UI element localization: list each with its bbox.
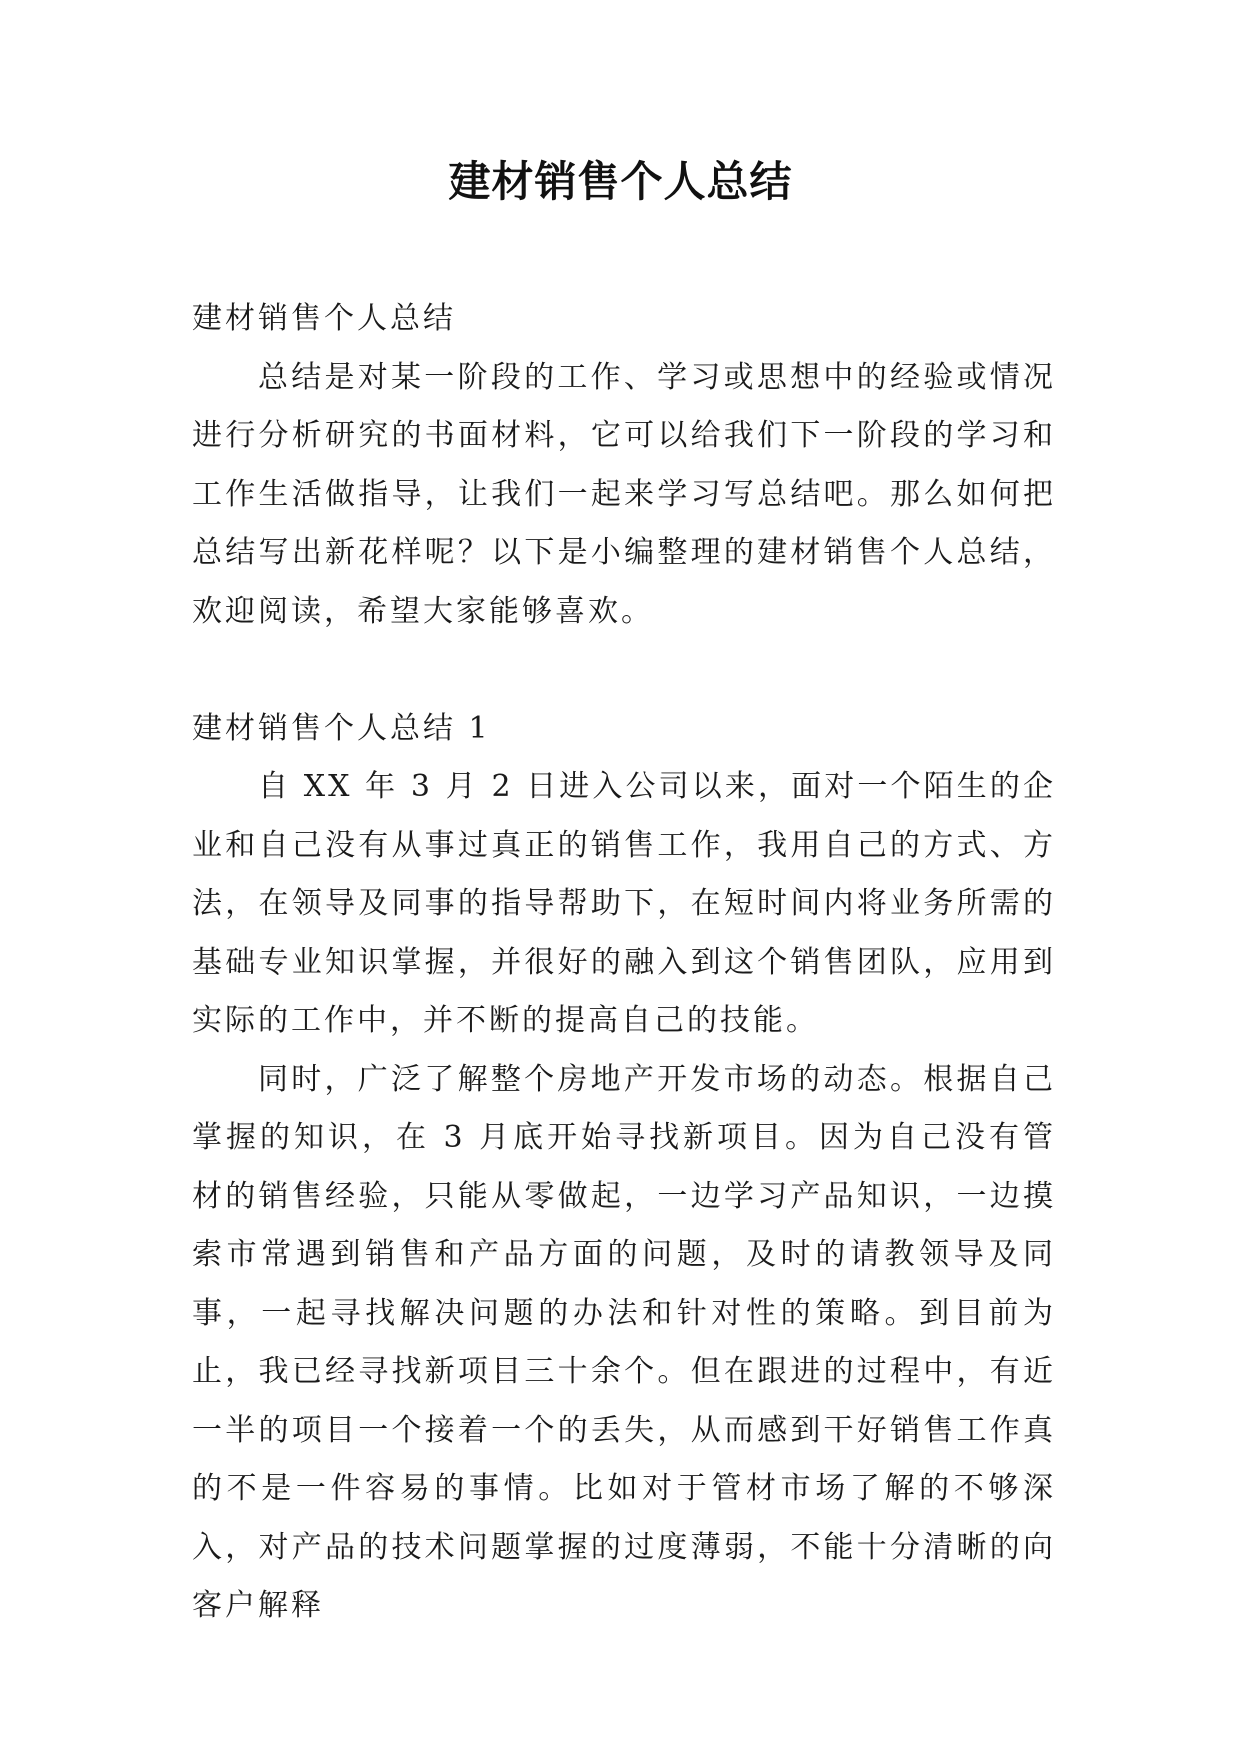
intro-paragraph: 总结是对某一阶段的工作、学习或思想中的经验或情况进行分析研究的书面材料，它可以给我们下一阶段的学习和工作生活做指导，让我们一起来学习写总结吧。那么如何把总结写出新花样呢？以下是小编整理的建材销售个人总结，欢迎阅读，希望大家能够喜欢。 (192, 359, 1056, 629)
intro-heading: 建材销售个人总结 (192, 301, 456, 336)
section1-paragraph-2: 同时，广泛了解整个房地产开发市场的动态。根据自己掌握的知识，在 3 月底开始寻找新项目。因为自己没有管材的销售经验，只能从零做起，一边学习产品知识，一边摸索市常遇到销售和产品方面的问题，及时的请教领导及同事，一起寻找解决问题的办法和针对性的策略。到目前为止，我已经寻找新项目三十余个。但在跟进的过程中，有近一半的项目一个接着一个的丢失，从而感到干好销售工作真的不是一件容易的事情。比如对于管材市场了解的不够深入，对产品的技术问题掌握的过度薄弱，不能十分清晰的向客户解释 (192, 1061, 1056, 1623)
document-body (192, 290, 1056, 1636)
section-spacer (192, 641, 1056, 700)
section1-paragraph-1: 自 XX 年 3 月 2 日进入公司以来，面对一个陌生的企业和自己没有从事过真正的销售工作，我用自己的方式、方法，在领导及同事的指导帮助下，在短时间内将业务所需的基础专业知识掌握，并很好的融入到这个销售团队，应用到实际的工作中，并不断的提高自己的技能。 (192, 769, 1056, 1038)
section1-heading: 建材销售个人总结 1 (192, 710, 491, 746)
document-title: 建材销售个人总结 (448, 157, 793, 206)
